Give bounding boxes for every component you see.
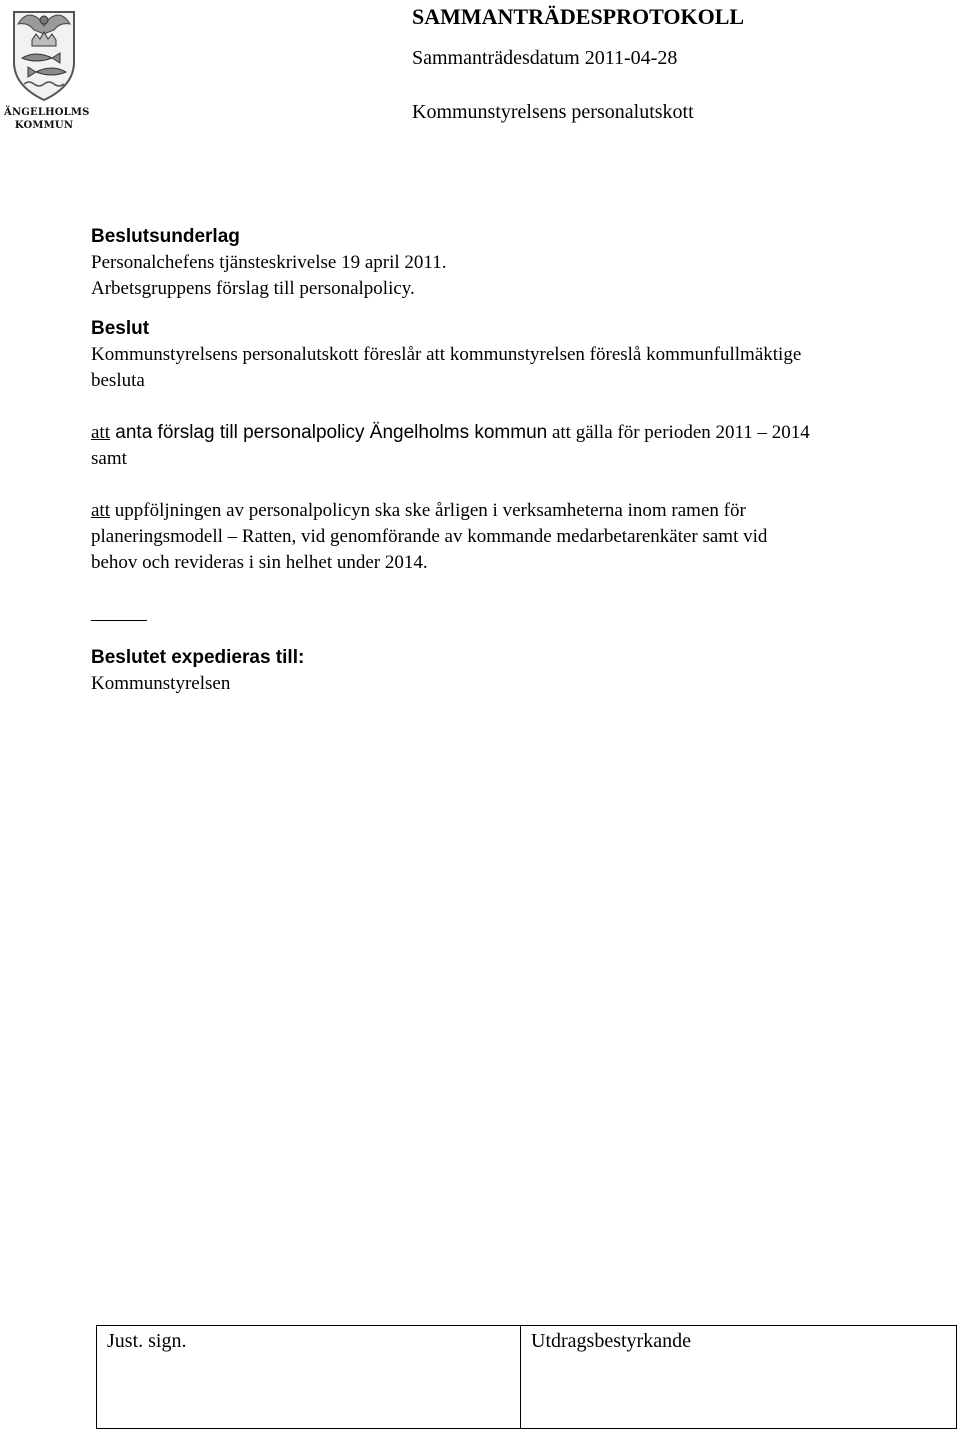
meeting-date: Sammanträdesdatum 2011-04-28 (412, 47, 678, 69)
document-header (412, 4, 745, 123)
att-marker: att (91, 422, 110, 443)
separator-rule (91, 620, 147, 621)
beslut-point-2 (91, 498, 941, 524)
beslut-point-2-line3: behov och revideras i sin helhet under 2014. (91, 552, 428, 573)
municipality-crest-logo (4, 4, 90, 134)
logo-text-line2: KOMMUN (14, 120, 74, 131)
beslut-intro-line: Kommunstyrelsens personalutskott föreslår att kommunstyrelsen föreslå kommunfullmäktige (91, 344, 802, 365)
expedieras-heading: Beslutet expedieras till: (91, 647, 305, 668)
expedieras-recipient: Kommunstyrelsen (91, 673, 231, 694)
protocol-body (91, 224, 941, 697)
signature-divider (520, 1326, 521, 1428)
beslut-heading: Beslut (91, 318, 150, 339)
just-sign-label: Just. sign. (107, 1330, 187, 1352)
crest-icon (4, 4, 84, 104)
document-title: SAMMANTRÄDESPROTOKOLL (412, 4, 745, 29)
beslut-point-2-line2: planeringsmodell – Ratten, vid genomförande av kommande medarbetarenkäter samt vid (91, 526, 768, 547)
logo-text-line1: ÄNGELHOLMS (4, 107, 90, 118)
att-marker: att (91, 500, 110, 521)
underlag-item: Arbetsgruppens förslag till personalpolicy. (91, 278, 415, 299)
underlag-item: Personalchefens tjänsteskrivelse 19 april 2011. (91, 252, 447, 273)
beslut-point-2-text: uppföljningen av personalpolicyn ska ske årligen i verksamheterna inom ramen för (110, 500, 746, 521)
beslut-point-1 (91, 420, 941, 446)
beslut-intro-line: besluta (91, 370, 145, 391)
underlag-heading: Beslutsunderlag (91, 226, 240, 247)
signature-box (96, 1325, 957, 1429)
committee-name: Kommunstyrelsens personalutskott (412, 101, 694, 123)
beslut-point-1-line2: samt (91, 448, 127, 469)
utdragsbestyrkande-label: Utdragsbestyrkande (531, 1330, 691, 1352)
beslut-point-1-text-cont: att gälla för perioden 2011 – 2014 (547, 422, 810, 443)
beslut-point-1-text: anta förslag till personalpolicy Ängelholms kommun (110, 422, 548, 443)
